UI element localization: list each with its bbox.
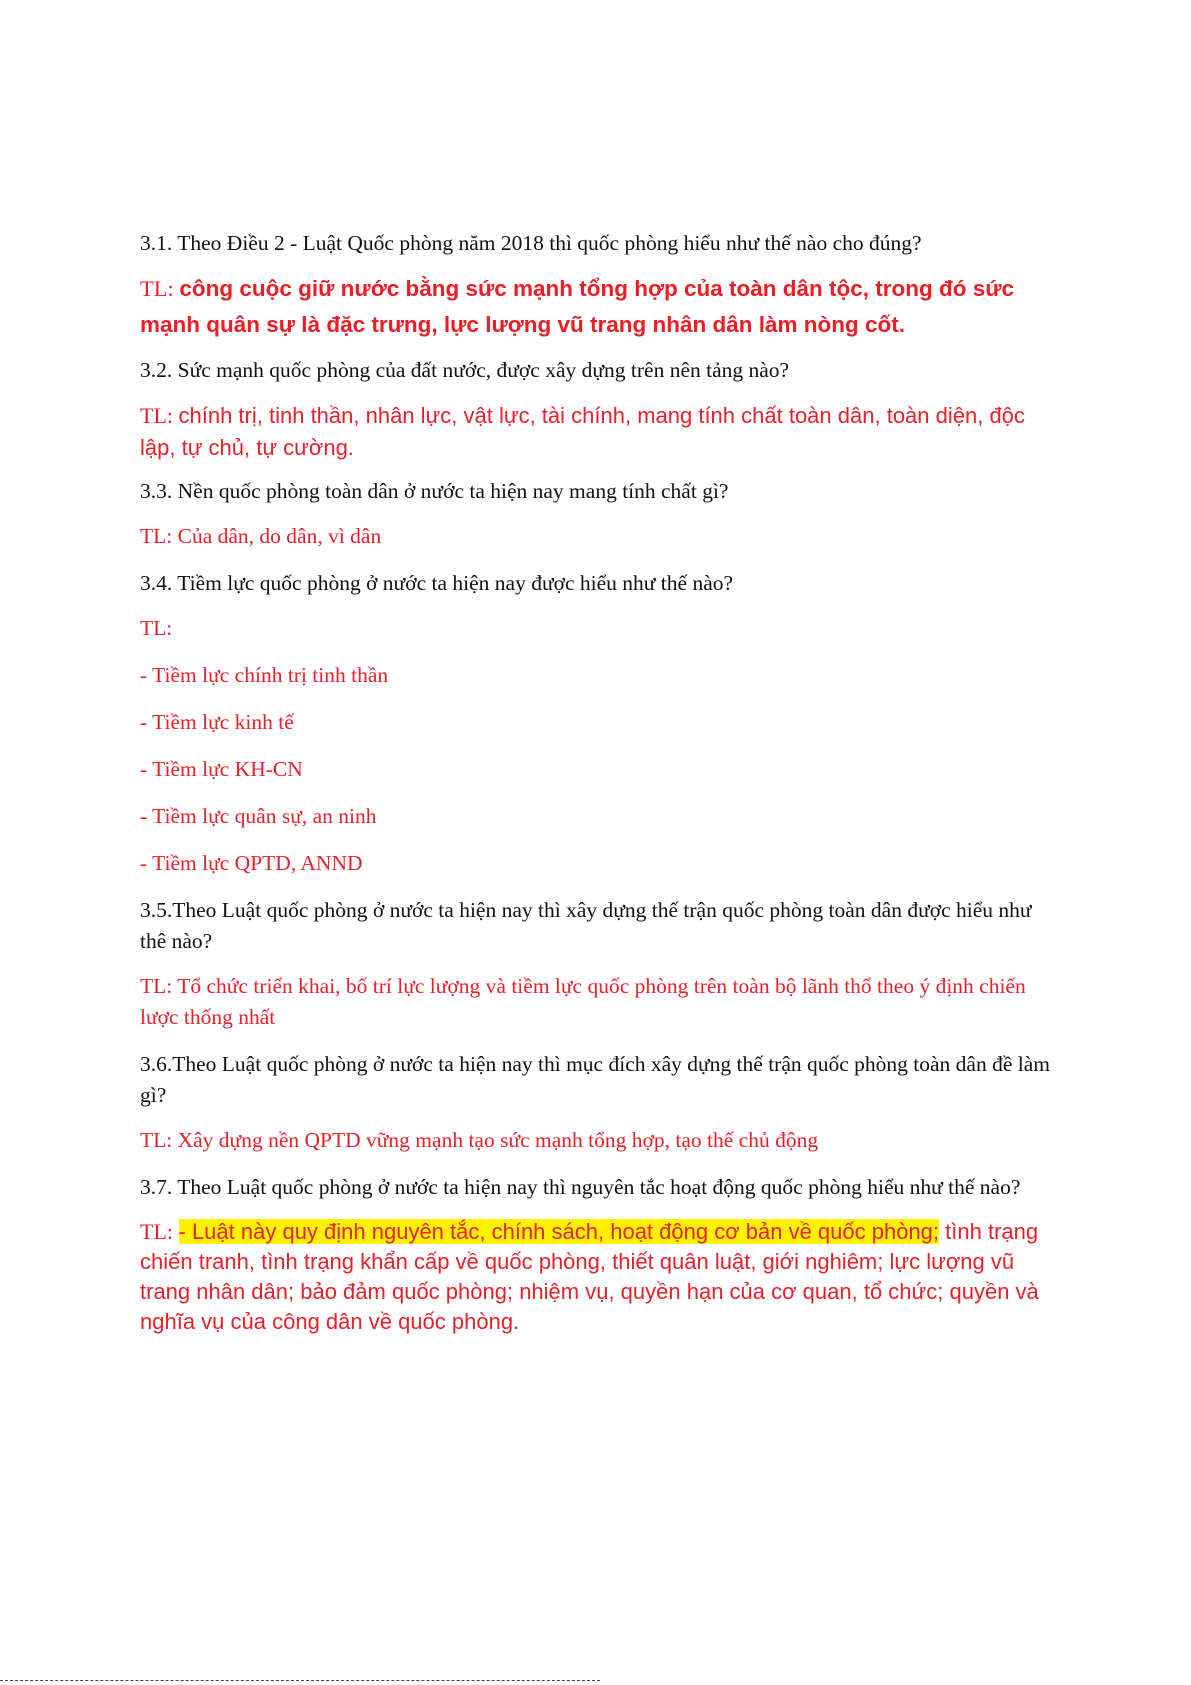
question-3-6: 3.6.Theo Luật quốc phòng ở nước ta hiện nay thì mục đích xây dựng thế trận quốc phòng toàn dân đề làm gì? xyxy=(140,1052,1051,1107)
question-3-5: 3.5.Theo Luật quốc phòng ở nước ta hiện nay thì xây dựng thế trận quốc phòng toàn dân được hiểu như thê nào? xyxy=(140,898,1032,953)
answer-prefix: TL: xyxy=(140,403,179,428)
answer-prefix: TL: xyxy=(140,276,180,301)
answer-3-7 xyxy=(140,1217,1060,1337)
question-3-2: 3.2. Sức mạnh quốc phòng của đất nước, được xây dựng trên nên tảng nào? xyxy=(140,358,790,382)
list-item: - Tiềm lực QPTD, ANND xyxy=(140,851,363,875)
list-item: - Tiềm lực quân sự, an ninh xyxy=(140,804,377,828)
question-3-4: 3.4. Tiềm lực quốc phòng ở nước ta hiện nay được hiểu như thế nào? xyxy=(140,571,734,595)
page-divider xyxy=(0,1680,600,1682)
answer-prefix: TL: xyxy=(140,1219,179,1244)
question-3-1: 3.1. Theo Điều 2 - Luật Quốc phòng năm 2018 thì quốc phòng hiểu như thế nào cho đúng? xyxy=(140,231,922,255)
list-item: - Tiềm lực kinh tế xyxy=(140,710,294,734)
list-item: - Tiềm lực chính trị tinh thần xyxy=(140,663,389,687)
question-3-3: 3.3. Nền quốc phòng toàn dân ở nước ta hiện nay mang tính chất gì? xyxy=(140,479,729,503)
answer-3-6: TL: Xây dựng nền QPTD vững mạnh tạo sức mạnh tổng hợp, tạo thế chủ động xyxy=(140,1128,819,1152)
document-page xyxy=(140,228,1060,1349)
list-item: - Tiềm lực KH-CN xyxy=(140,757,303,781)
answer-3-5: TL: Tổ chức triển khai, bố trí lực lượng và tiềm lực quốc phòng trên toàn bộ lãnh thổ theo ý định chiến lược thống nhất xyxy=(140,974,1026,1029)
answer-3-3: TL: Của dân, do dân, vì dân xyxy=(140,524,382,548)
answer-text: chính trị, tinh thần, nhân lực, vật lực, tài chính, mang tính chất toàn dân, toàn diện, độc lập, tự chủ, tự cường. xyxy=(140,403,1025,460)
answer-3-1 xyxy=(140,271,1060,343)
highlighted-text: - Luật này quy định nguyên tắc, chính sách, hoạt động cơ bản về quốc phòng; xyxy=(178,1219,940,1244)
answer-3-2 xyxy=(140,400,1060,464)
question-3-7: 3.7. Theo Luật quốc phòng ở nước ta hiện nay thì nguyên tắc hoạt động quốc phòng hiểu như thế nào? xyxy=(140,1175,1021,1199)
answer-3-4-prefix: TL: xyxy=(140,616,173,640)
answer-text: tình trạng chiến tranh, tình trạng khẩn cấp về quốc phòng, thiết quân luật, giới nghiêm; lực lượng vũ trang nhân dân; bảo đảm quốc phòng; nhiệm vụ, quyền hạn của cơ quan, tổ chức; quyền và nghĩa vụ của công dân về quốc phòng. xyxy=(140,1219,1039,1334)
answer-text: công cuộc giữ nước bằng sức mạnh tổng hợp của toàn dân tộc, trong đó sức mạnh quân sự là đặc trưng, lực lượng vũ trang nhân dân làm nòng cốt. xyxy=(140,276,1015,337)
